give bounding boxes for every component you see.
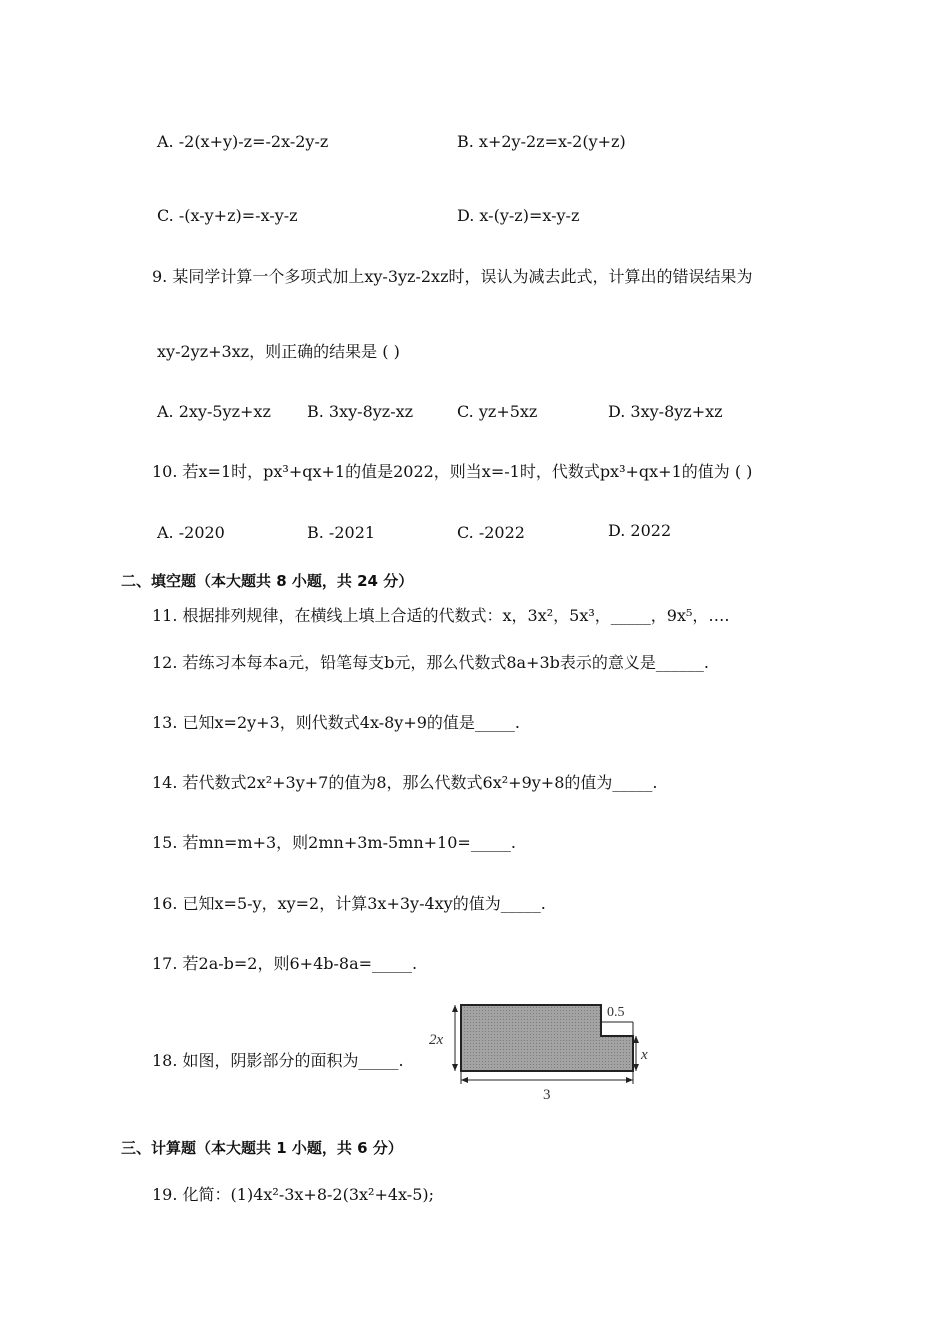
q9-stem-line2: xy-2yz+3xz，则正确的结果是 ( ) (157, 342, 400, 361)
q10-option-b: B. -2021 (307, 523, 376, 542)
q8-option-b: B. x+2y-2z=x-2(y+z) (457, 132, 626, 151)
q19: 19. 化简：(1)4x²-3x+8-2(3x²+4x-5); (152, 1185, 435, 1204)
section3-title: 三、计算题（本大题共 1 小题，共 6 分） (121, 1139, 403, 1157)
q8-option-d: D. x-(y-z)=x-y-z (457, 206, 580, 225)
shaded-area-figure (425, 998, 660, 1104)
q15: 15. 若mn=m+3，则2mn+3m-5mn+10=_____. (152, 833, 516, 852)
q17: 17. 若2a-b=2，则6+4b-8a=_____. (152, 954, 418, 973)
dim-top-label: 0.5 (607, 1005, 625, 1020)
q10-option-c: C. -2022 (457, 523, 525, 542)
q14: 14. 若代数式2x²+3y+7的值为8，那么代数式6x²+9y+8的值为_____. (152, 773, 658, 792)
q16: 16. 已知x=5-y，xy=2，计算3x+3y-4xy的值为_____. (152, 894, 546, 913)
q9-option-d: D. 3xy-8yz+xz (608, 402, 723, 421)
q10-option-a: A. -2020 (157, 523, 225, 542)
q9-option-b: B. 3xy-8yz-xz (307, 402, 414, 421)
q9-option-c: C. yz+5xz (457, 402, 538, 421)
q9-option-a: A. 2xy-5yz+xz (157, 402, 271, 421)
section2-title: 二、填空题（本大题共 8 小题，共 24 分） (121, 572, 414, 590)
q8-option-a: A. -2(x+y)-z=-2x-2y-z (157, 132, 329, 151)
dim-right-label: x (641, 1047, 648, 1063)
q18: 18. 如图，阴影部分的面积为_____. (152, 1051, 404, 1070)
q12: 12. 若练习本每本a元，铅笔每支b元，那么代数式8a+3b表示的意义是______. (152, 653, 709, 672)
q10-stem: 10. 若x=1时，px³+qx+1的值是2022，则当x=-1时，代数式px³+qx+1的值为 ( ) (152, 462, 753, 481)
q9-stem-line1: 9. 某同学计算一个多项式加上xy-3yz-2xz时，误认为减去此式，计算出的错误结果为 (152, 267, 753, 286)
q8-option-c: C. -(x-y+z)=-x-y-z (157, 206, 298, 225)
q10-option-d: D. 2022 (608, 521, 672, 540)
dim-left-label: 2x (429, 1032, 444, 1048)
q13: 13. 已知x=2y+3，则代数式4x-8y+9的值是_____. (152, 713, 520, 732)
dim-bottom-label: 3 (543, 1087, 551, 1103)
q11: 11. 根据排列规律，在横线上填上合适的代数式：x，3x²，5x³，_____，9x⁵，…. (152, 606, 730, 625)
